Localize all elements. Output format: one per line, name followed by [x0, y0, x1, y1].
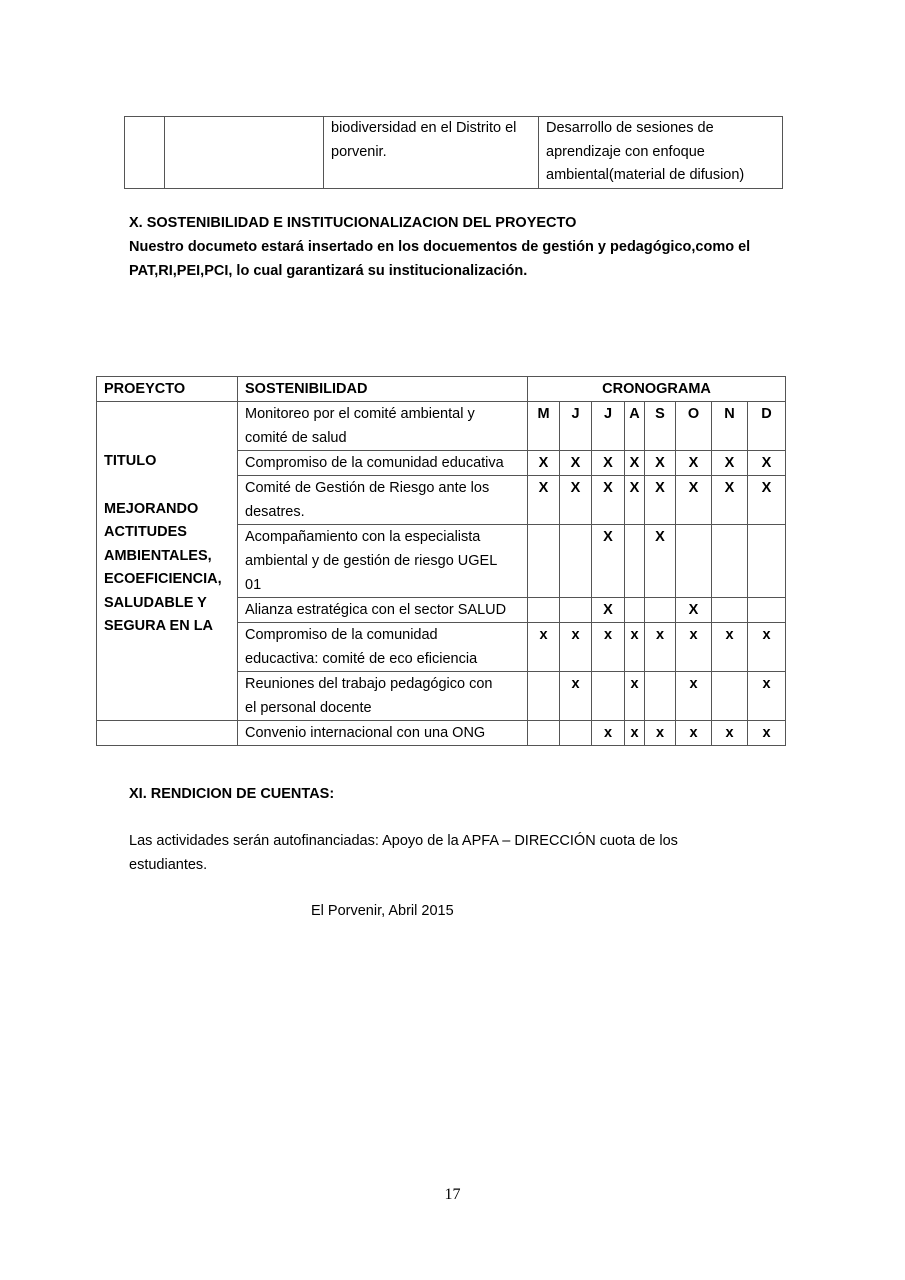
- schedule-mark: x: [625, 721, 645, 746]
- activity-cell: [238, 598, 528, 623]
- schedule-mark: X: [560, 451, 592, 476]
- month-header: M: [528, 402, 560, 451]
- schedule-mark: X: [625, 476, 645, 525]
- section-sustainability: [129, 211, 769, 283]
- project-title-line: SEGURA EN LA: [104, 618, 214, 634]
- month-header: N: [712, 402, 748, 451]
- section-body-line: estudiantes.: [129, 857, 208, 873]
- schedule-mark: X: [592, 598, 625, 623]
- schedule-mark: x: [748, 623, 786, 672]
- schedule-mark: [528, 525, 560, 598]
- activity-line: el personal docente: [245, 700, 372, 716]
- schedule-mark: x: [592, 623, 625, 672]
- table-cell-empty: [165, 117, 324, 189]
- table-header-row: [97, 377, 786, 402]
- schedule-mark: [625, 598, 645, 623]
- activity-cell: [238, 476, 528, 525]
- activity-line: comité de salud: [245, 430, 347, 446]
- schedule-mark: X: [592, 525, 625, 598]
- section-title: X. SOSTENIBILIDAD E INSTITUCIONALIZACION DEL PROYECTO: [129, 215, 577, 231]
- schedule-mark: X: [676, 451, 712, 476]
- header-schedule: CRONOGRAMA: [528, 377, 786, 402]
- schedule-mark: X: [625, 451, 645, 476]
- activity-cell: [238, 525, 528, 598]
- month-header: J: [560, 402, 592, 451]
- page-number: 17: [444, 1186, 461, 1203]
- section-body-line: Nuestro documeto estará insertado en los docuementos de gestión y pedagógico,como el: [129, 239, 751, 255]
- activity-line: ambiental y de gestión de riesgo UGEL: [245, 553, 498, 569]
- section-body-line: Las actividades serán autofinanciadas: Apoyo de la APFA – DIRECCIÓN cuota de los: [129, 833, 678, 849]
- schedule-mark: [528, 721, 560, 746]
- schedule-mark: x: [645, 623, 676, 672]
- month-header: D: [748, 402, 786, 451]
- schedule-mark: X: [712, 451, 748, 476]
- schedule-mark: x: [560, 623, 592, 672]
- table-row: [97, 721, 786, 746]
- schedule-mark: X: [560, 476, 592, 525]
- schedule-mark: X: [645, 476, 676, 525]
- activity-line: educactiva: comité de eco eficiencia: [245, 651, 478, 667]
- header-project: PROEYCTO: [97, 377, 238, 402]
- month-header: J: [592, 402, 625, 451]
- schedule-mark: [560, 598, 592, 623]
- schedule-mark: [645, 598, 676, 623]
- cell-line: biodiversidad en el Distrito el: [331, 120, 517, 136]
- schedule-mark: [560, 721, 592, 746]
- activity-line: Comité de Gestión de Riesgo ante los: [245, 480, 490, 496]
- cell-line: porvenir.: [331, 143, 387, 160]
- schedule-mark: x: [748, 721, 786, 746]
- schedule-mark: x: [676, 623, 712, 672]
- section-body-line: PAT,RI,PEI,PCI, lo cual garantizará su institucionalización.: [129, 263, 528, 279]
- schedule-mark: x: [712, 623, 748, 672]
- schedule-mark: x: [676, 721, 712, 746]
- project-title-line: AMBIENTALES,: [104, 547, 212, 564]
- schedule-mark: [528, 672, 560, 721]
- activity-line: desatres.: [245, 504, 305, 520]
- activity-cell: [238, 402, 528, 451]
- project-title-cell: [97, 402, 238, 721]
- schedule-mark: X: [748, 451, 786, 476]
- sustainability-table: [96, 376, 786, 746]
- header-sustainability: SOSTENIBILIDAD: [238, 377, 528, 402]
- schedule-mark: X: [676, 476, 712, 525]
- schedule-mark: X: [592, 476, 625, 525]
- place-date: El Porvenir, Abril 2015: [311, 903, 454, 919]
- project-title-line: MEJORANDO: [104, 500, 199, 517]
- activity-line: 01: [245, 577, 262, 593]
- schedule-mark: x: [625, 623, 645, 672]
- schedule-mark: [712, 525, 748, 598]
- activity-line: Compromiso de la comunidad: [245, 627, 438, 643]
- schedule-mark: [560, 525, 592, 598]
- schedule-mark: x: [645, 721, 676, 746]
- activity-cell: [238, 672, 528, 721]
- month-header: O: [676, 402, 712, 451]
- project-title-line: ECOEFICIENCIA,: [104, 571, 222, 587]
- month-header: A: [625, 402, 645, 451]
- schedule-mark: [712, 598, 748, 623]
- schedule-mark: X: [676, 598, 712, 623]
- activity-line: Monitoreo por el comité ambiental y: [245, 406, 475, 422]
- schedule-mark: X: [712, 476, 748, 525]
- activity-cell: [238, 623, 528, 672]
- schedule-mark: x: [712, 721, 748, 746]
- schedule-mark: x: [676, 672, 712, 721]
- cell-line: Desarrollo de sesiones de: [546, 120, 714, 136]
- activity-cell: [238, 451, 528, 476]
- schedule-mark: [625, 525, 645, 598]
- section-accountability-body: [129, 829, 729, 877]
- project-title-line: ACTITUDES: [104, 524, 187, 540]
- schedule-mark: X: [592, 451, 625, 476]
- continuation-table: [124, 116, 783, 189]
- schedule-mark: [712, 672, 748, 721]
- schedule-mark: x: [592, 721, 625, 746]
- schedule-mark: [748, 525, 786, 598]
- section-title: XI. RENDICION DE CUENTAS:: [129, 786, 335, 802]
- table-cell-empty: [125, 117, 165, 189]
- schedule-mark: [592, 672, 625, 721]
- table-cell-objective: [324, 117, 539, 189]
- schedule-mark: x: [625, 672, 645, 721]
- schedule-mark: x: [528, 623, 560, 672]
- schedule-mark: X: [645, 451, 676, 476]
- project-cell-empty: [97, 721, 238, 746]
- project-title-line: SALUDABLE Y: [104, 594, 207, 611]
- schedule-mark: X: [645, 525, 676, 598]
- activity-line: Reuniones del trabajo pedagógico con: [245, 676, 493, 692]
- schedule-mark: [748, 598, 786, 623]
- schedule-mark: x: [748, 672, 786, 721]
- table-row: [97, 402, 786, 451]
- activity-line: Compromiso de la comunidad educativa: [245, 455, 504, 471]
- schedule-mark: X: [528, 451, 560, 476]
- project-title-label: TITULO: [104, 453, 157, 469]
- schedule-mark: x: [560, 672, 592, 721]
- activity-line: Alianza estratégica con el sector SALUD: [245, 602, 507, 618]
- schedule-mark: [528, 598, 560, 623]
- schedule-mark: [645, 672, 676, 721]
- table-cell-activity: [539, 117, 783, 189]
- cell-line: aprendizaje con enfoque: [546, 143, 705, 160]
- schedule-mark: [676, 525, 712, 598]
- schedule-mark: X: [748, 476, 786, 525]
- activity-line: Acompañamiento con la especialista: [245, 529, 481, 545]
- cell-line: ambiental(material de difusion): [546, 167, 745, 183]
- month-header: S: [645, 402, 676, 451]
- schedule-mark: X: [528, 476, 560, 525]
- activity-cell: Convenio internacional con una ONG: [238, 721, 528, 746]
